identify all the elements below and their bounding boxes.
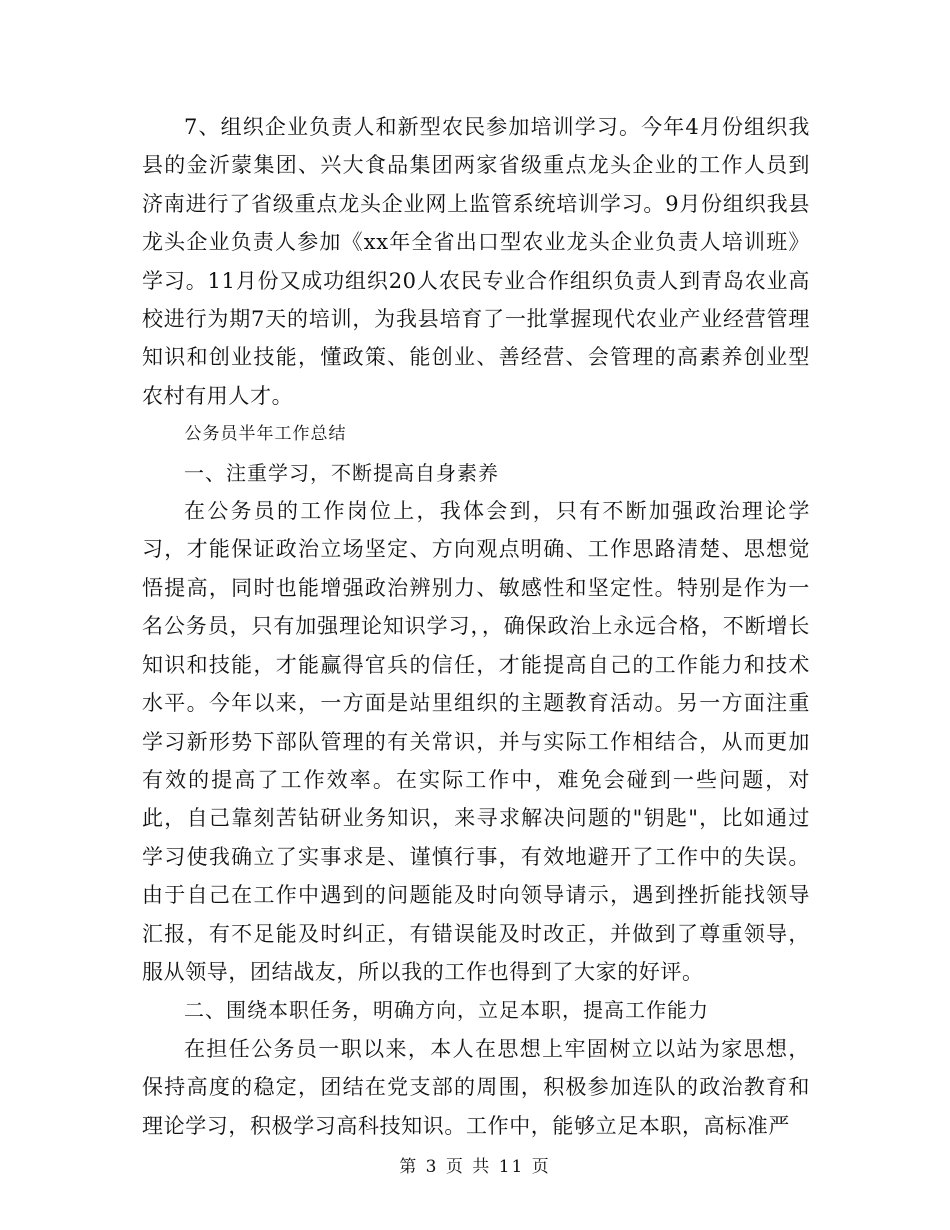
document-body bbox=[142, 108, 810, 1145]
section-heading-study: 一、注重学习，不断提高自身素养 bbox=[184, 460, 499, 485]
paragraph-duty: 在担任公务员一职以来，本人在思想上牢固树立以站为家思想，保持高度的稳定，团结在党支部的周围，积极参加连队的政治教育和理论学习，积极学习高科技知识。工作中，能够立足本职，高标准严 bbox=[142, 1036, 810, 1138]
section-title: 公务员半年工作总结 bbox=[184, 424, 347, 445]
page-number-footer: 第 3 页 共 11 页 bbox=[399, 1157, 551, 1177]
paragraph-training: 7、组织企业负责人和新型农民参加培训学习。今年4月份组织我县的金沂蒙集团、兴大食品集团两家省级重点龙头企业的工作人员到济南进行了省级重点龙头企业网上监管系统培训学习。9月份组织我县龙头企业负责人参加《xx年全省出口型农业龙头企业负责人培训班》学习。11月份又成功组织20人农民专业合作组织负责人到青岛农业高校进行为期7天的培训，为我县培育了一批掌握现代农业产业经营管理知识和创业技能，懂政策、能创业、善经营、会管理的高素养创业型农村有用人才。 bbox=[142, 115, 810, 408]
section-heading-duty: 二、围绕本职任务，明确方向，立足本职，提高工作能力 bbox=[184, 998, 709, 1023]
paragraph-study: 在公务员的工作岗位上，我体会到，只有不断加强政治理论学习，才能保证政治立场坚定、方向观点明确、工作思路清楚、思想觉悟提高，同时也能增强政治辨别力、敏感性和坚定性。特别是作为一名公务员，只有加强理论知识学习，，确保政治上永远合格，不断增长知识和技能，才能赢得官兵的信任，才能提高自己的工作能力和技术水平。今年以来，一方面是站里组织的主题教育活动。另一方面注重学习新形势下部队管理的有关常识，并与实际工作相结合，从而更加有效的提高了工作效率。在实际工作中，难免会碰到一些问题，对此，自己靠刻苦钻研业务知识，来寻求解决问题的"钥匙"，比如通过学习使我确立了实事求是、谨慎行事，有效地避开了工作中的失误。由于自己在工作中遇到的问题能及时向领导请示，遇到挫折能找领导汇报，有不足能及时纠正，有错误能及时改正，并做到了尊重领导，服从领导，团结战友，所以我的工作也得到了大家的好评。 bbox=[142, 499, 810, 984]
